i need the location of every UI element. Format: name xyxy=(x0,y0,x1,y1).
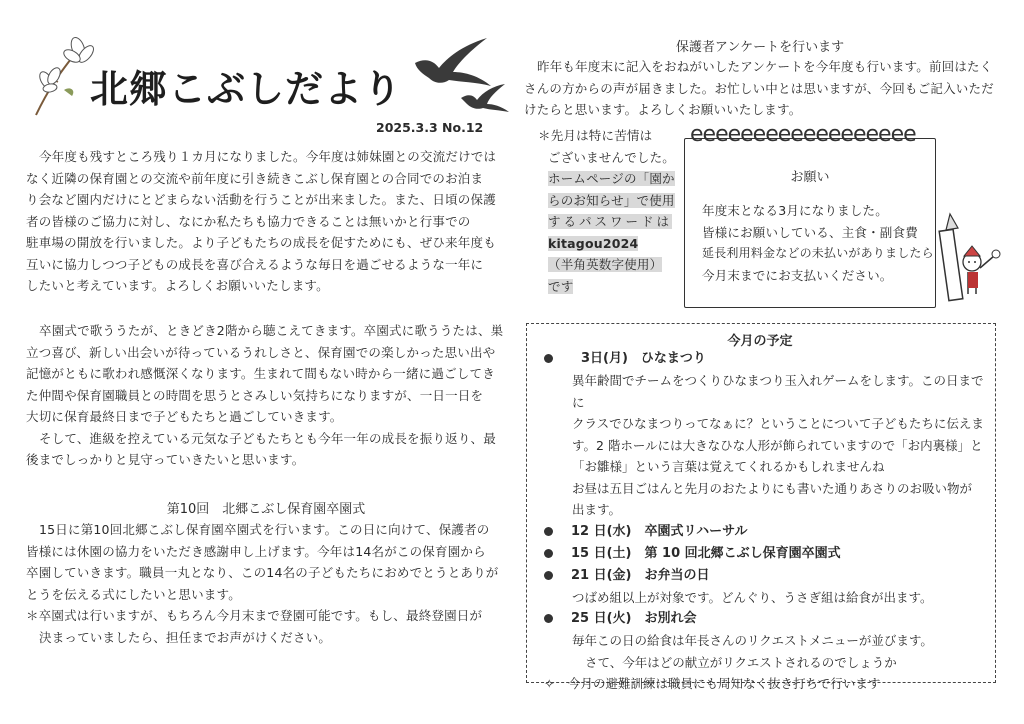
event-label: 3日(月) ひなまつり xyxy=(581,351,706,366)
schedule-list xyxy=(544,348,994,695)
request-line: 年度末となる3月になりました。 xyxy=(702,203,888,218)
swallow-birds-illustration xyxy=(405,28,515,113)
note-line: ございませんでした。 xyxy=(548,149,676,165)
password-note-line: するパスワードは xyxy=(548,214,673,229)
event-item xyxy=(544,543,994,565)
event-desc-line: クラスでひなまつりってなぁに？ということについて子どもたちに伝えま xyxy=(572,416,984,431)
survey-line: けたらと思います。よろしくお願いいたします。 xyxy=(524,102,802,117)
intro-line: り会など園内だけにとどまらない活動を行うことが出来ました。また、日頃の保護 xyxy=(26,192,496,207)
event-item xyxy=(544,608,994,630)
intro-paragraph xyxy=(26,146,506,297)
event-label: 12 日(水) 卒園式リハーサル xyxy=(571,523,748,539)
survey-paragraph xyxy=(524,56,1014,121)
survey-heading: 保護者アンケートを行います xyxy=(675,40,845,55)
magnolia-flower-illustration xyxy=(28,30,98,120)
ceremony-line: ＊卒園式は行いますが、もちろん今月末まで登園可能です。もし、最終登園日が xyxy=(26,608,483,623)
password-value: kitagou2024 xyxy=(548,235,639,251)
request-line: 今月末までにお支払いください。 xyxy=(702,267,893,283)
event-label: 21 日(金) お弁当の日 xyxy=(571,567,710,583)
request-line: 延長利用料金などの未払いがありましたら xyxy=(702,246,934,260)
survey-line: 昨年も年度末に記入をおねがいしたアンケートを今年度も行います。前回はたく xyxy=(537,59,993,74)
event-description xyxy=(544,370,994,521)
bullet-icon xyxy=(544,354,553,363)
event-item xyxy=(544,565,994,587)
survey-note xyxy=(538,125,678,297)
bullet-icon xyxy=(544,614,553,623)
song-line: 大切に保育最終日まで子どもたちと過ごしていきます。 xyxy=(26,409,343,424)
song-line: 立つ喜び、新しい出会いが待っているうれしさと、保育園での楽しかった思い出や xyxy=(26,344,496,360)
event-item xyxy=(544,348,994,370)
evacuation-note xyxy=(544,673,994,695)
survey-line: さんの方からの声が届きました。お忙しい中とは思いますが、今回もご記入いただ xyxy=(524,80,994,96)
bullet-icon xyxy=(544,571,553,580)
ceremony-line: とうを伝える式にしたいと思います。 xyxy=(26,586,241,602)
song-line: 記憶がともに歌われ感慨深くなります。生まれて間もない時から一緒に過ごしてき xyxy=(26,366,495,381)
evacuation-note-text: 今月の避難訓練は職員にも周知なく抜き打ちで行います xyxy=(568,676,881,691)
request-heading: お願い xyxy=(790,170,830,185)
event-desc-line: 出ます。 xyxy=(572,502,622,517)
song-line: 卒園式で歌ううたが、ときどき2階から聴こえてきます。卒園式に歌ううたは、巣 xyxy=(39,323,504,338)
password-note-line: ホームページの「園か xyxy=(548,171,675,186)
intro-line: なく近隣の保育園との交流や前年度に引き続きこぶし保育園との合同でのお泊ま xyxy=(26,170,484,186)
song-line: 後までしっかりと見守っていきたいと思います。 xyxy=(26,452,305,467)
event-label: 25 日(火) お別れ会 xyxy=(571,611,697,626)
newsletter-title: 北郷こぶしだより xyxy=(90,67,403,111)
ceremony-line: 皆様には休園の協力をいただき感謝申し上げます。今年は14名がこの保育園から xyxy=(26,543,486,559)
event-item xyxy=(544,521,994,543)
graduation-song-paragraph xyxy=(26,320,506,471)
ceremony-line: 決まっていましたら、担任までお声がけください。 xyxy=(39,629,332,645)
event-label: 15 日(土) 第 10 回北郷こぶし保育園卒園式 xyxy=(571,545,841,561)
issue-date: 2025.3.3 No.12 xyxy=(376,120,484,135)
ceremony-paragraph xyxy=(26,519,516,648)
intro-line: 駐車場の開放を行いました。より子どもたちの成長を促すためにも、ぜひ来年度も xyxy=(26,235,496,250)
bullet-icon xyxy=(544,527,553,536)
intro-line: 互いに協力しつつ子どもの成長を喜び合えるような毎日を過ごせるような一年に xyxy=(26,256,484,272)
event-desc-line: お昼は五目ごはんと先月のおたよりにも書いた通りあさりのお吸い物が xyxy=(572,480,973,496)
event-desc-line: さて、今年はどの献立がリクエストされるのでしょうか xyxy=(585,654,897,670)
song-line: た仲間や保育園職員との時間を思うとさみしい気持ちになりますが、一日一日を xyxy=(26,387,484,403)
password-note-line: です xyxy=(548,278,574,294)
event-desc-line: す。2 階ホールには大きなひな人形が飾られていますので「お内裏様」と xyxy=(572,437,983,453)
bullet-icon xyxy=(544,549,553,558)
event-desc-line: 「お雛様」という言葉は覚えてくれるかもしれませんね xyxy=(572,459,885,474)
event-description xyxy=(544,630,994,673)
ceremony-heading: 第10回 北郷こぶし保育園卒園式 xyxy=(166,502,366,517)
intro-line: したいと考えています。よろしくお願いいたします。 xyxy=(26,278,329,293)
password-note-line: らのお知らせ」で使用 xyxy=(548,192,675,208)
event-desc-line: つばめ組以上が対象です。どんぐり、うさぎ組は給食が出ます。 xyxy=(572,589,933,605)
event-description xyxy=(544,587,994,609)
request-line: 皆様にお願いしている、主食・副食費 xyxy=(702,224,918,240)
event-desc-line: 異年齢間でチームをつくりひなまつり玉入れゲームをします。この日までに xyxy=(572,373,984,410)
intro-line: 今年度も残すところ残り１カ月になりました。今年度は姉妹園との交流だけでは xyxy=(39,149,497,164)
password-note-line: （半角英数字使用） xyxy=(548,257,663,272)
song-line: そして、進級を控えている元気な子どもたちとも今年一年の成長を振り返り、最 xyxy=(39,430,496,446)
schedule-heading: 今月の予定 xyxy=(727,334,793,349)
request-paragraph xyxy=(702,200,942,286)
event-desc-line: 毎年この日の給食は年長さんのリクエストメニューが並びます。 xyxy=(572,633,933,648)
notebook-rings: eeeeeeeeeeeeeeeeee xyxy=(690,122,916,147)
sparkle-icon: ✧ xyxy=(544,676,555,691)
pencil-character-illustration xyxy=(938,212,1002,312)
ceremony-line: 15日に第10回北郷こぶし保育園卒園式を行います。この日に向けて、保護者の xyxy=(39,522,490,537)
note-line: ＊先月は特に苦情は xyxy=(538,128,653,143)
ceremony-line: 卒園していきます。職員一丸となり、この14名の子どもたちにおめでとうとありが xyxy=(26,565,499,580)
intro-line: 者の皆様のご協力に対し、なにか私たちも協力できることは無いかと行事での xyxy=(26,213,471,229)
